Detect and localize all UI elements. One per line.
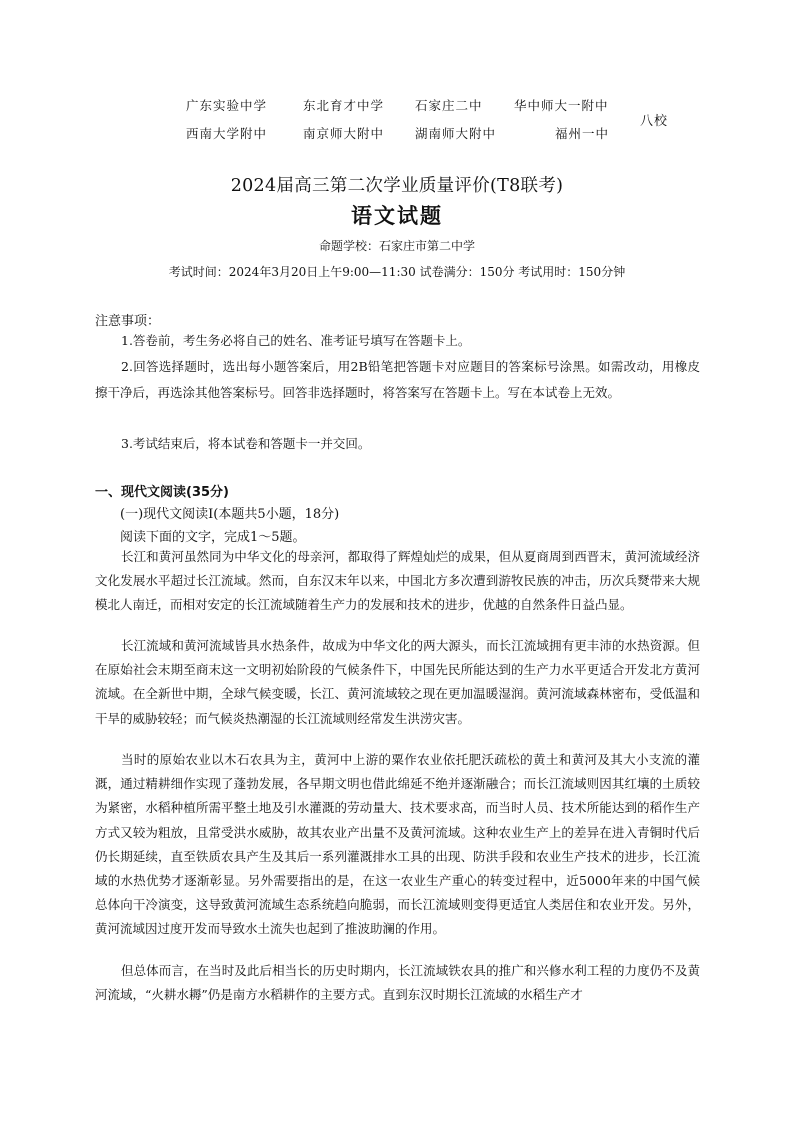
- school-name: 福州一中: [555, 126, 610, 141]
- setter-line: 命题学校：石家庄市第二中学: [318, 239, 475, 253]
- passage-paragraph: 但总体而言，在当时及此后相当长的历史时期内，长江流域铁农具的推广和兴修水利工程的力度仍不及黄河流域，“火耕水耨”仍是南方水稻耕作的主要方式。直到东汉时期长江流域的水稻生产才: [95, 963, 700, 1003]
- school-name: 南京师大附中: [303, 126, 385, 141]
- note-item: 3.考试结束后，将本试卷和答题卡一并交回。: [121, 436, 371, 451]
- exam-info-line: 考试时间：2024年3月20日上午9:00—11:30 试卷满分：150分 考试用时：150分钟: [168, 265, 626, 279]
- school-name: 西南大学附中: [186, 126, 268, 141]
- passage-paragraph: 当时的原始农业以木石农具为主，黄河中上游的粟作农业依托肥沃疏松的黄土和黄河及其大小支流的灌溉，通过精耕细作实现了蓬勃发展，各早期文明也借此绵延不绝并逐渐融合；而长江流域则因其红壤的土质较为紧密，水稻种植所需平整土地及引水灌溉的劳动量大、技术要求高，而当时人员、技术所能达到的稻作生产方式又较为粗放，且常受洪水威胁，故其农业产出量不及黄河流域。这种农业生产上的差异在进入青铜时代后仍长期延续，直至铁质农具产生及其后一系列灌溉排水工具的出现、防洪手段和农业生产技术的进步，长江流域的水热优势才逐渐彰显。另外需要指出的是，在这一农业生产重心的转变过程中，近5000年来的中国气候总体向干冷演变，这导致黄河流域生态系统趋向脆弱，而长江流域则变得更适宜人类居住和农业开发。另外，黄河流域因过度开发而导致水土流失也起到了推波助澜的作用。: [95, 752, 700, 937]
- school-name: 湖南师大附中: [415, 126, 497, 141]
- school-name: 华中师大一附中: [514, 98, 609, 113]
- section-title: 一、现代文阅读(35分): [95, 485, 229, 500]
- subsection-title: (一)现代文阅读Ⅰ(本题共5小题，18分): [120, 507, 340, 522]
- reading-instruction: 阅读下面的文字，完成1～5题。: [120, 530, 306, 545]
- school-name: 广东实验中学: [186, 98, 268, 113]
- notes-title: 注意事项：: [95, 314, 161, 329]
- school-name: 东北育才中学: [303, 98, 385, 113]
- passage-paragraph: 长江流域和黄河流域皆具水热条件，故成为中华文化的两大源头，而长江流域拥有更丰沛的水热资源。但在原始社会末期至商末这一文明初始阶段的气候条件下，中国先民所能达到的生产力水平更适合开发北方黄河流域。在全新世中期，全球气候变暖，长江、黄河流域较之现在更加温暖湿润。黄河流域森林密布，受低温和干旱的威胁较轻；而气候炎热潮湿的长江流域则经常发生洪涝灾害。: [95, 638, 700, 726]
- school-name: 石家庄二中: [415, 98, 483, 113]
- exam-title: 2024届高三第二次学业质量评价(T8联考): [230, 176, 564, 196]
- note-item: 2.回答选择题时，选出每小题答案后，用2B铅笔把答题卡对应题目的答案标号涂黑。如需改动，用橡皮擦干净后，再选涂其他答案标号。回答非选择题时，将答案写在答题卡上。写在本试卷上无效。: [95, 359, 700, 400]
- note-item: 1.答卷前，考生务必将自己的姓名、准考证号填写在答题卡上。: [121, 333, 471, 348]
- union-label: 八校: [640, 114, 669, 129]
- schools-header: [0, 96, 794, 146]
- exam-subject: 语文试题: [351, 204, 443, 228]
- passage-paragraph: 长江和黄河虽然同为中华文化的母亲河，都取得了辉煌灿烂的成果，但从夏商周到西晋末，黄河流域经济文化发展水平超过长江流域。然而，自东汉末年以来，中国北方多次遭到游牧民族的冲击，历次兵燹带来大规模北人南迁，而相对安定的长江流域随着生产力的发展和技术的进步，优越的自然条件日益凸显。: [95, 549, 700, 613]
